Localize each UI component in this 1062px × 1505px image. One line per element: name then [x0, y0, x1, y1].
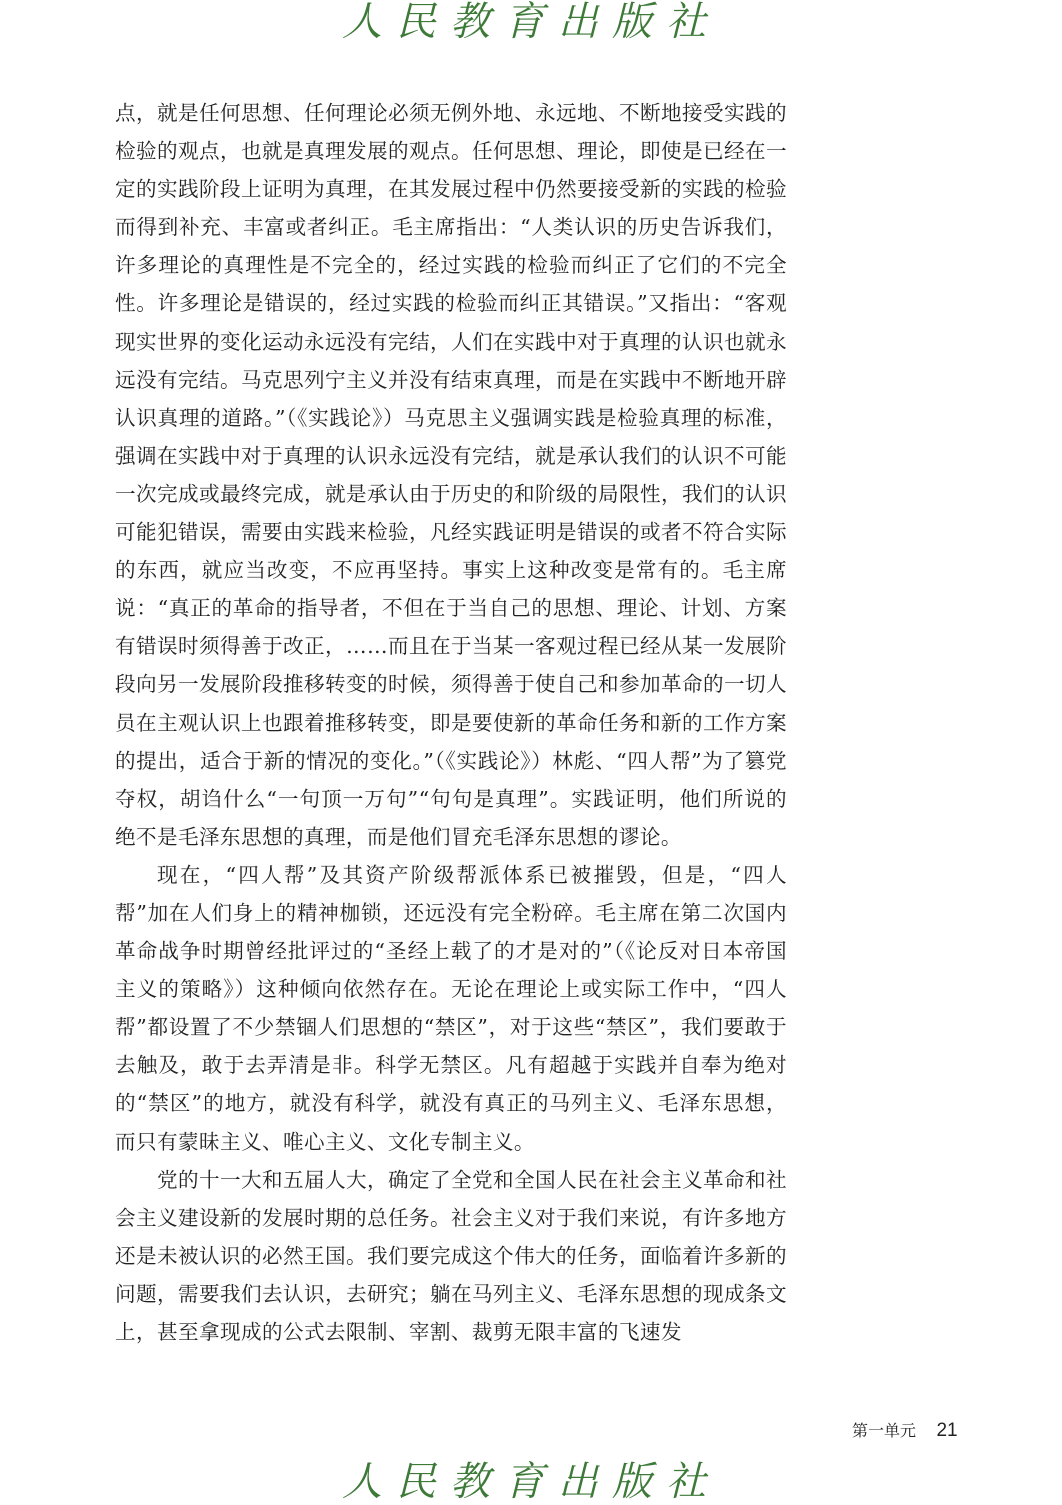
publisher-watermark-bottom: 人民教育出版社: [342, 1459, 720, 1505]
paragraph-1: 点，就是任何思想、任何理论必须无例外地、永远地、不断地接受实践的检验的观点，也就是真理发展的观点。任何思想、理论，即使是已经在一定的实践阶段上证明为真理，在其发展过程中仍然要接受新的实践的检验而得到补充、丰富或者纠正。毛主席指出：“人类认识的历史告诉我们，许多理论的真理性是不完全的，经过实践的检验而纠正了它们的不完全性。许多理论是错误的，经过实践的检验而纠正其错误。”又指出：“客观现实世界的变化运动永远没有完结，人们在实践中对于真理的认识也就永远没有完结。马克思列宁主义并没有结束真理，而是在实践中不断地开辟认识真理的道路。”（《实践论》）马克思主义强调实践是检验真理的标准，强调在实践中对于真理的认识永远没有完结，就是承认我们的认识不可能一次完成或最终完成，就是承认由于历史的和阶级的局限性，我们的认识可能犯错误，需要由实践来检验，凡经实践证明是错误的或者不符合实际的东西，就应当改变，不应再坚持。事实上这种改变是常有的。毛主席说：“真正的革命的指导者，不但在于当自己的思想、理论、计划、方案有错误时须得善于改正，……而且在于当某一客观过程已经从某一发展阶段向另一发展阶段推移转变的时候，须得善于使自己和参加革命的一切人员在主观认识上也跟着推移转变，即是要使新的革命任务和新的工作方案的提出，适合于新的情况的变化。”（《实践论》）林彪、“四人帮”为了篡党夺权，胡诌什么“一句顶一万句”“句句是真理”。实践证明，他们所说的绝不是毛泽东思想的真理，而是他们冒充毛泽东思想的谬论。: [115, 101, 787, 849]
article-body: [115, 94, 787, 1351]
unit-label: 第一单元: [852, 1423, 917, 1440]
page-footer: [852, 1418, 958, 1442]
publisher-watermark-top: 人民教育出版社: [342, 0, 720, 45]
paragraph-2: 现在，“四人帮”及其资产阶级帮派体系已被摧毁，但是，“四人帮”加在人们身上的精神枷锁，还远没有完全粉碎。毛主席在第二次国内革命战争时期曾经批评过的“圣经上载了的才是对的”（《论反对日本帝国主义的策略》）这种倾向依然存在。无论在理论上或实际工作中，“四人帮”都设置了不少禁锢人们思想的“禁区”，对于这些“禁区”，我们要敢于去触及，敢于去弄清是非。科学无禁区。凡有超越于实践并自奉为绝对的“禁区”的地方，就没有科学，就没有真正的马列主义、毛泽东思想，而只有蒙昧主义、唯心主义、文化专制主义。: [115, 862, 787, 1154]
paragraph-3: 党的十一大和五届人大，确定了全党和全国人民在社会主义革命和社会主义建设新的发展时期的总任务。社会主义对于我们来说，有许多地方还是未被认识的必然王国。我们要完成这个伟大的任务，面临着许多新的问题，需要我们去认识，去研究；躺在马列主义、毛泽东思想的现成条文上，甚至拿现成的公式去限制、宰割、裁剪无限丰富的飞速发: [115, 1167, 787, 1344]
page-number: 21: [936, 1420, 958, 1441]
